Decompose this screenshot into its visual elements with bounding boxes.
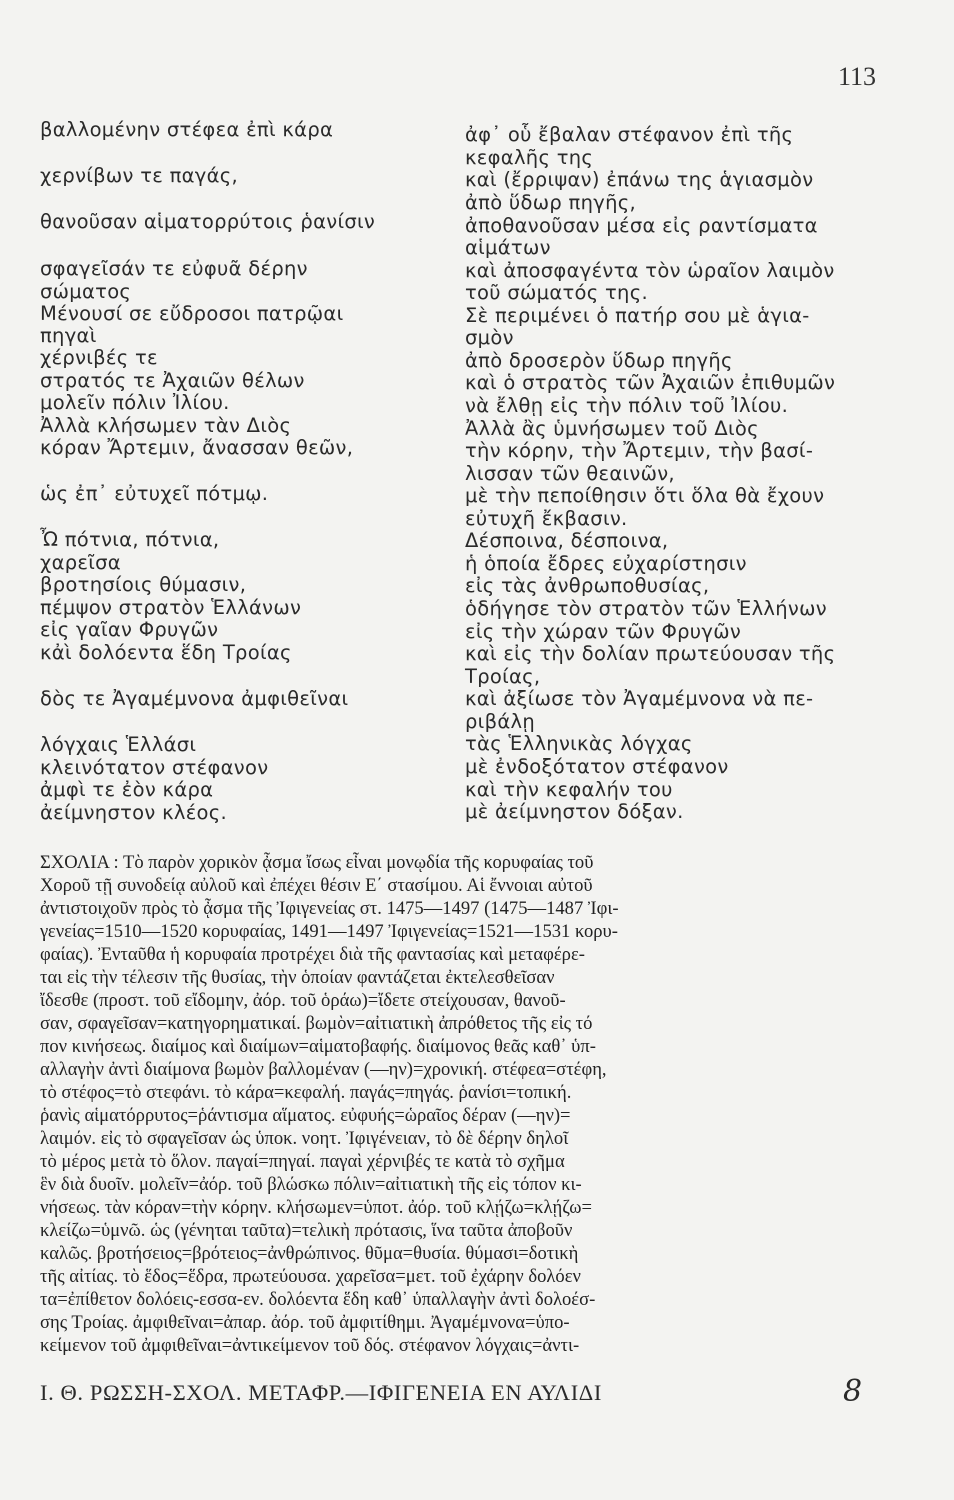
signature-mark: 8 [843, 1374, 863, 1409]
translation-line: τὰς Ἑλληνικὰς λόγχας [465, 732, 693, 755]
original-line: κλεινότατον στέφανον [40, 756, 269, 779]
translation-line: καὶ ἀξίωσε τὸν Ἀγαμέμνονα νὰ πε- [465, 687, 814, 710]
scholia-line: γενείας=1510—1520 κορυφαίας, 1491—1497 Ἰφιγενείας=1521—1531 κορυ- [40, 921, 618, 942]
translation-line: καὶ ἀποσφαγέντα τὸν ὡραῖον λαιμὸν [465, 259, 835, 282]
translation-line: νὰ ἔλθῃ εἰς τὴν πόλιν τοῦ Ἰλίου. [465, 394, 789, 417]
scholia-line: αλλαγὴν ἀντὶ διαίμονα βωμὸν βαλλομέναν (—ην)=χρονική. στέφεα=στέφη, [40, 1059, 607, 1080]
translation-line: εἰς τὰς ἀνθρωποθυσίας, [465, 574, 710, 597]
original-line: λόγχαις Ἑλλάσι [40, 733, 197, 756]
original-line: πηγαὶ [40, 324, 97, 347]
translation-line: ἀπὸ ὕδωρ πηγῆς, [465, 191, 636, 214]
original-line: ὡς ἐπ᾽ εὐτυχεῖ πότμῳ. [40, 482, 269, 505]
scholia-line: καλῶς. βροτήσειος=βρότειος=ἀνθρώπινος. θῦμα=θυσία. θύμασι=δοτικὴ [40, 1243, 579, 1264]
original-line: βροτησίοις θύμασιν, [40, 573, 247, 596]
original-line: κόραν Ἄρτεμιν, ἄνασσαν θεῶν, [40, 436, 354, 459]
original-line: πέμψον στρατὸν Ἑλλάνων [40, 596, 302, 619]
original-line: σφαγεῖσάν τε εὐφυᾶ δέρην [40, 257, 308, 280]
scholia-line: τῆς αἰτίας. τὸ ἕδος=ἕδρα, πρωτεύουσα. χαρεῖσα=μετ. τοῦ ἐχάρην δολόεν [40, 1266, 581, 1287]
original-line: μολεῖν πόλιν Ἰλίου. [40, 391, 230, 414]
scholia-line: Χοροῦ τῇ συνοδείᾳ αὐλοῦ καὶ ἐπέχει θέσιν Ε΄ στασίμου. Αἱ ἔννοιαι αὐτοῦ [40, 875, 593, 896]
translation-line: σμὸν [465, 326, 514, 349]
original-line: χερνίβων τε παγάς, [40, 164, 239, 187]
scholia-line: ἀντιστοιχοῦν πρὸς τὸ ᾆσμα τῆς Ἰφιγενείας στ. 1475—1497 (1475—1487 Ἰφι- [40, 898, 619, 919]
original-line: σώματος [40, 280, 132, 303]
original-line: δὸς τε Ἀγαμέμνονα ἀμφιθεῖναι [40, 687, 349, 710]
translation-line: ὁδήγησε τὸν στρατὸν τῶν Ἑλλήνων [465, 597, 827, 620]
translation-line: Ἀλλὰ ἂς ὑμνήσωμεν τοῦ Διὸς [465, 417, 759, 440]
translation-line: καὶ ὁ στρατὸς τῶν Ἀχαιῶν ἐπιθυμῶν [465, 371, 836, 394]
translation-line: καὶ εἰς τὴν δολίαν πρωτεύουσαν τῆς [465, 642, 836, 665]
translation-line: τὴν κόρην, τὴν Ἄρτεμιν, τὴν βασί- [465, 439, 814, 462]
original-line: κἀὶ δολόεντα ἕδη Τροίας [40, 641, 292, 664]
scholia-line: πον κινήσεως. διαίμος καὶ διαίμων=αἱματοβαφής. διαίμονος θεᾶς καθ᾽ ὑπ- [40, 1036, 596, 1057]
scholia-line: τα=ἐπίθετον δολόεις-εσσα-εν. δολόεντα ἕδη καθ᾽ ὑπαλλαγὴν ἀντὶ δολοέσ- [40, 1289, 596, 1310]
translation-line: ἀποθανοῦσαν μέσα εἰς ραντίσματα [465, 214, 818, 237]
translation-line: Δέσποινα, δέσποινα, [465, 529, 669, 552]
footer-credit: Ι. Θ. ΡΩΣΣΗ-ΣΧΟΛ. ΜΕΤΑΦΡ.—ΙΦΙΓΕΝΕΙΑ ΕΝ ΑΥΛΙΔΙ [40, 1380, 602, 1405]
translation-line: μὲ τὴν πεποίθησιν ὅτι ὅλα θὰ ἔχουν [465, 484, 825, 507]
translation-line: κεφαλῆς της [465, 146, 594, 169]
original-line: Μένουσί σε εὔδροσοι πατρῷαι [40, 302, 344, 325]
scholia-line: ῥανὶς αἱματόρρυτος=ῥάντισμα αἵματος. εὐφυής=ὡραῖος δέραν (—ην)= [40, 1105, 571, 1126]
scholia-line: σης Τροίας. ἀμφιθεῖναι=ἀπαρ. ἀόρ. τοῦ ἀμφιτίθημι. Ἀγαμέμνονα=ὑπο- [40, 1312, 570, 1333]
translation-line: ἀφ᾽ οὗ ἔβαλαν στέφανον ἐπὶ τῆς [465, 123, 794, 146]
translation-line: τοῦ σώματός της. [465, 281, 648, 304]
scholia-line: κλείζω=ὑμνῶ. ὡς (γένηται ταῦτα)=τελικὴ πρότασις, ἵνα ταῦτα ἀποβοῦν [40, 1220, 573, 1241]
scholia-line: λαιμόν. εἰς τὸ σφαγεῖσαν ὡς ὑποκ. νοητ. Ἰφιγένειαν, τὸ δὲ δέρην δηλοῖ [40, 1128, 569, 1149]
original-line: εἰς γαῖαν Φρυγῶν [40, 618, 219, 641]
page-number: 113 [838, 62, 877, 91]
scholia-line: ἓν διὰ δυοῖν. μολεῖν=ἀόρ. τοῦ βλώσκω πόλιν=αἰτιατικὴ τῆς εἰς τόπον κι- [40, 1174, 582, 1195]
translation-line: καὶ (ἔρριψαν) ἐπάνω της ἁγιασμὸν [465, 168, 814, 191]
original-line: βαλλομένην στέφεα ἐπὶ κάρα [40, 118, 334, 141]
original-line: θανοῦσαν αἱματορρύτοις ῥανίσιν [40, 210, 376, 233]
scholia-line: τὸ στέφος=τὸ στεφάνι. τὸ κάρα=κεφαλή. παγάς=πηγάς. ῥανίσι=τοπική. [40, 1082, 572, 1103]
original-line: ἀμφὶ τε ἐὸν κάρα [40, 778, 214, 801]
scholia-line: ται εἰς τὴν τέλεσιν τῆς θυσίας, τὴν ὁποίαν φαντάζεται ἐκτελεσθεῖσαν [40, 967, 555, 988]
original-line: στρατός τε Ἀχαιῶν θέλων [40, 369, 305, 392]
scholia-line: νήσεως. τὰν κόραν=τὴν κόρην. κλήσωμεν=ὑποτ. ἀόρ. τοῦ κλῄζω=κλῄζω= [40, 1197, 593, 1218]
translation-line: ἡ ὁποία ἔδρες εὐχαρίστησιν [465, 552, 747, 575]
original-line: χαρεῖσα [40, 551, 121, 574]
translation-line: αἱμάτων [465, 236, 551, 259]
original-line: Ὦ πότνια, πότνια, [40, 528, 220, 551]
original-line: ἀείμνηστον κλέος. [40, 801, 228, 824]
translation-line: καὶ τὴν κεφαλήν του [465, 778, 673, 801]
scholia-line: φαίας). Ἐνταῦθα ἡ κορυφαία προτρέχει διὰ τῆς φαντασίας καὶ μεταφέρε- [40, 944, 585, 965]
scholia-line: κείμενον τοῦ ἀμφιθεῖναι=ἀντικείμενον τοῦ δός. στέφανον λόγχαις=ἀντι- [40, 1335, 580, 1356]
translation-line: εἰς τὴν χώραν τῶν Φρυγῶν [465, 620, 742, 643]
original-line: Ἀλλὰ κλήσωμεν τὰν Διὸς [40, 414, 292, 437]
scholia-line: τὸ μέρος μετὰ τὸ ὅλον. παγαί=πηγαί. παγαὶ χέρνιβές τε κατὰ τὸ σχῆμα [40, 1151, 565, 1172]
translation-line: εὐτυχῆ ἔκβασιν. [465, 507, 628, 530]
translation-line: λισσαν τῶν θεαινῶν, [465, 462, 675, 485]
scholia-line: σαν, σφαγεῖσαν=κατηγορηματικαί. βωμὸν=αἰτιατικὴ ἀπρόθετος τῆς εἰς τό [40, 1013, 593, 1034]
scholia-line: ἴδεσθε (προστ. τοῦ εἴδομην, ἀόρ. τοῦ ὁράω)=ἴδετε στείχουσαν, θανοῦ- [40, 990, 566, 1011]
translation-line: Τροίας, [465, 665, 541, 688]
translation-line: μὲ ἀείμνηστον δόξαν. [465, 800, 684, 823]
scholia-line: ΣΧΟΛΙΑ : Τὸ παρὸν χορικὸν ᾆσμα ἴσως εἶναι μονῳδία τῆς κορυφαίας τοῦ [40, 852, 594, 873]
original-line: χέρνιβές τε [40, 346, 158, 369]
translation-line: ριβάλῃ [465, 710, 535, 733]
translation-line: μὲ ἐνδοξότατον στέφανον [465, 755, 729, 778]
translation-line: ἀπὸ δροσερὸν ὕδωρ πηγῆς [465, 349, 733, 372]
translation-line: Σὲ περιμένει ὁ πατήρ σου μὲ ἁγια- [465, 304, 810, 327]
